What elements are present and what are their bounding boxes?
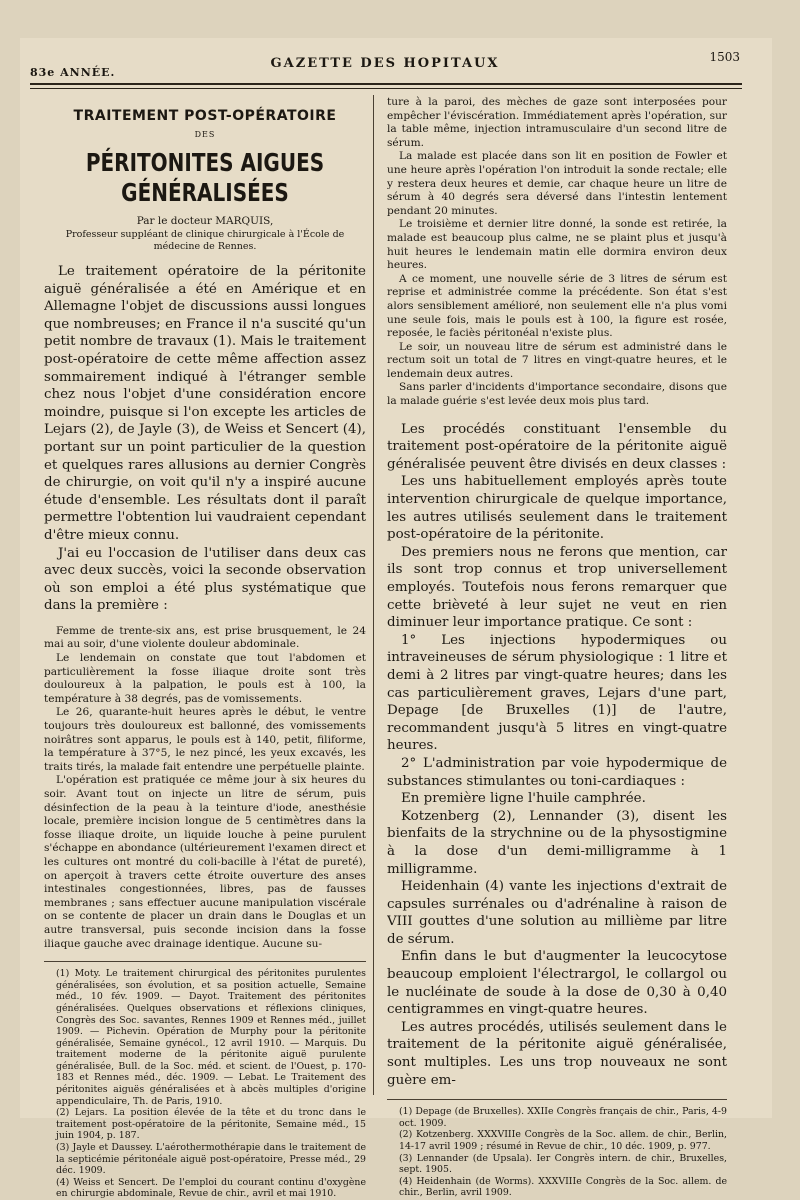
header-rule-thin bbox=[30, 88, 742, 89]
paragraph: Kotzenberg (2), Lennander (3), disent les bienfaits de la strychnine ou de la physostigmine à la dose d'un demi-milligramme à 1 milligramme. bbox=[387, 808, 727, 877]
footnotes bbox=[387, 1099, 727, 1199]
right-column bbox=[387, 96, 727, 1199]
paragraph: J'ai eu l'occasion de l'utiliser dans deux cas avec deux succès, voici la seconde observation où son emploi a été plus systématique que dans la première : bbox=[44, 545, 366, 614]
footnote: (4) Weiss et Sencert. De l'emploi du courant continu d'oxygène en chirurgie abdominale, Revue de chir., avril et mai 1910. bbox=[56, 1176, 366, 1200]
paragraph: Femme de trente-six ans, est prise brusquement, le 24 mai au soir, d'une violente douleur abdominale. bbox=[44, 624, 366, 651]
paragraph: Enfin dans le but d'augmenter la leucocytose beaucoup emploient l'électrargol, le collargol ou le nucléinate de soude à la dose de 0,30 à 0,40 centigrammes en vingt-quatre heures. bbox=[387, 949, 727, 1018]
paragraph: 1° Les injections hypodermiques ou intraveineuses de sérum physiologique : 1 litre et demi à 2 litres par vingt-quatre heures; dans les cas particulièrement graves, Lejars d'une part, Depage [de Bruxelles (1)] de l'autre, recommandent jusqu'à 5 litres en vingt-quatre heures. bbox=[387, 632, 727, 754]
left-column bbox=[44, 96, 366, 1200]
paragraph: Le troisième et dernier litre donné, la sonde est retirée, la malade est beaucoup plus calme, ne se plaint plus et jusqu'à huit heures le lendemain matin elle dormira environ deux heures. bbox=[387, 218, 727, 272]
footnote: (2) Kotzenberg. XXXVIIIe Congrès de la Soc. allem. de chir., Berlin, 14-17 avril 1909 ; résumé in Revue de chir., 10 déc. 1909, p. 977. bbox=[399, 1129, 727, 1152]
paragraph: Le traitement opératoire de la péritonite aiguë généralisée a été en Amérique et en Allemagne l'objet de discussions aussi longues que nombreuses; en France il n'a suscité qu'un petit nombre de travaux (1). Mais le traitement post-opératoire de cette même affection assez sommairement indiqué à l'étranger semble chez nous l'objet d'une considération encore moindre, puisque si l'on excepte les articles de Lejars (2), de Jayle (3), de Weiss et Sencert (4), portant sur un point particulier de la question et quelques rares allusions au dernier Congrès de chirurgie, on voit qu'il n'y a inspiré aucune étude d'ensemble. Les résultats dont il paraît permettre l'obtention lui vaudraient cependant d'être mieux connu. bbox=[44, 264, 366, 543]
observation-continued bbox=[387, 96, 727, 409]
paragraph: Sans parler d'incidents d'importance secondaire, disons que la malade guérie s'est levée deux mois plus tard. bbox=[387, 381, 727, 408]
column-divider bbox=[373, 95, 374, 1095]
paragraph: Le 26, quarante-huit heures après le début, le ventre toujours très douloureux est ballonné, des vomissements noirâtres sont apparus, le pouls est à 140, petit, filiforme, la température à 37°5, le nez pincé, les yeux excavés, les traits tirés, la malade fait entendre une perpétuelle plainte. bbox=[44, 706, 366, 773]
paragraph: ture à la paroi, des mèches de gaze sont interposées pour empêcher l'éviscération. Immédiatement après l'opération, sur la table même, injection intramusculaire d'un second litre de sérum. bbox=[387, 96, 727, 149]
intro-text bbox=[44, 263, 366, 615]
year-label: 83e ANNÉE. bbox=[30, 66, 116, 79]
observation-text bbox=[44, 625, 366, 951]
footnote: (3) Lennander (de Upsala). Ier Congrès intern. de chir., Bruxelles, sept. 1905. bbox=[399, 1152, 727, 1176]
body-text bbox=[387, 421, 727, 1090]
paragraph: Les uns habituellement employés après toute intervention chirurgicale de quelque importance, les autres utilisés seulement dans le traitement post-opératoire de la péritonite. bbox=[387, 474, 727, 543]
article-main-title: PÉRITONITES AIGUES GÉNÉRALISÉES bbox=[85, 147, 325, 207]
paragraph: En première ligne l'huile camphrée. bbox=[401, 791, 646, 807]
page-number: 1503 bbox=[709, 50, 740, 64]
paragraph: Le soir, un nouveau litre de sérum est administré dans le rectum soit un total de 7 litres en vingt-quatre heures, et le lendemain deux autres. bbox=[387, 340, 727, 380]
article-title-des: DES bbox=[194, 130, 216, 139]
author-byline: Par le docteur MARQUIS, bbox=[136, 215, 274, 227]
paragraph: Les autres procédés, utilisés seulement dans le traitement de la péritonite aiguë généralisée, sont multiples. Les uns trop nouveaux ne sont guère em- bbox=[387, 1019, 727, 1088]
footnote: (2) Lejars. La position élevée de la tête et du tronc dans le traitement post-opératoire de la péritonite, Semaine méd., 15 juin 1904, p. 187. bbox=[56, 1107, 366, 1142]
paragraph: Les procédés constituant l'ensemble du traitement post-opératoire de la péritonite aiguë généralisée peuvent être divisés en deux classes : bbox=[387, 421, 727, 472]
paragraph: Heidenhain (4) vante les injections d'extrait de capsules surrénales ou d'adrénaline à raison de VIII gouttes d'une solution au millième par litre de sérum. bbox=[387, 879, 727, 947]
footnote: (1) Depage (de Bruxelles). XXIIe Congrès français de chir., Paris, 4-9 oct. 1909. bbox=[399, 1106, 727, 1129]
footnotes bbox=[44, 961, 366, 1200]
footnote: (3) Jayle et Daussey. L'aérothermothérapie dans le traitement de la septicémie péritonéale aiguë post-opératoire, Presse méd., 29 déc. 1909. bbox=[56, 1142, 366, 1177]
header-rule-thick bbox=[30, 83, 742, 85]
author-affiliation: Professeur suppléant de clinique chirurgicale à l'École de médecine de Rennes. bbox=[65, 229, 345, 252]
paragraph: Le lendemain on constate que tout l'abdomen et particulièrement la fosse iliaque droite sont très douloureux à la palpation, le pouls est à 100, la température à 38 degrés, pas de vomissements. bbox=[44, 652, 366, 705]
article-title-line1: TRAITEMENT POST-OPÉRATOIRE bbox=[73, 108, 337, 124]
paragraph: Des premiers nous ne ferons que mention, car ils sont trop connus et trop universellement employés. Toutefois nous ferons remarquer que cette brièveté à leur sujet ne veut en rien diminuer leur importance pratique. Ce sont : bbox=[387, 544, 727, 631]
paragraph: A ce moment, une nouvelle série de 3 litres de sérum est reprise et administrée comme la précédente. Son état s'est alors sensiblement amélioré, non seulement elle n'a plus vomi une seule fois, mais le pouls est à 100, la figure est rosée, reposée, le faciès péritonéal n'existe plus. bbox=[387, 272, 727, 340]
paragraph: 2° L'administration par voie hypodermique de substances stimulantes ou toni-cardiaques : bbox=[387, 755, 727, 789]
paragraph: La malade est placée dans son lit en position de Fowler et une heure après l'opération l'on introduit la sonde rectale; elle y restera deux heures et demie, car chaque heure un litre de sérum à 40 degrés sera déversé dans l'intestin lentement pendant 20 minutes. bbox=[387, 150, 727, 217]
footnote: (1) Moty. Le traitement chirurgical des péritonites purulentes généralisées, son évolution, et sa position actuelle, Semaine méd., 10 fév. 1909. — Dayot. Traitement des péritonites généralisées. Quelques observations et réflexions cliniques, Congrès des Soc. savantes, Rennes 1909 et Rennes méd., juillet 1909. — Pichevin. Opération de Murphy pour la péritonite généralisée, Semaine gynécol., 12 avril 1910. — Marquis. Du traitement moderne de la péritonite aiguë purulente généralisée, Bull. de la Soc. méd. et scient. de l'Ouest, p. 170-183 et Rennes méd., déc. 1909. — Lebat. Le Traitement des péritonites aiguës généralisées et à abcès multiples d'origine appendiculaire, Th. de Paris, 1910. bbox=[56, 968, 366, 1107]
journal-title: GAZETTE DES HOPITAUX bbox=[270, 56, 500, 71]
paragraph: L'opération est pratiquée ce même jour à six heures du soir. Avant tout on injecte un litre de sérum, puis désinfection de la peau à la teinture d'iode, anesthésie locale, première incision longue de 5 centimètres dans la fosse iliaque droite, un liquide louche à peine purulent s'échappe en abondance (ultérieurement l'examen direct et les cultures ont montré du coli-bacille à l'état de pureté), on aperçoit à travers cette étroite ouverture des anses intestinales congestionnées, libres, pas de fausses membranes ; sans effectuer aucune manipulation viscérale on se contente de placer un drain dans le Douglas et un autre transversal, puis seconde incision dans la fosse iliaque gauche avec drainage identique. Aucune su- bbox=[44, 774, 366, 950]
footnote: (4) Heidenhain (de Worms). XXXVIIIe Congrès de la Soc. allem. de chir., Berlin, avril 1909. bbox=[399, 1175, 727, 1199]
